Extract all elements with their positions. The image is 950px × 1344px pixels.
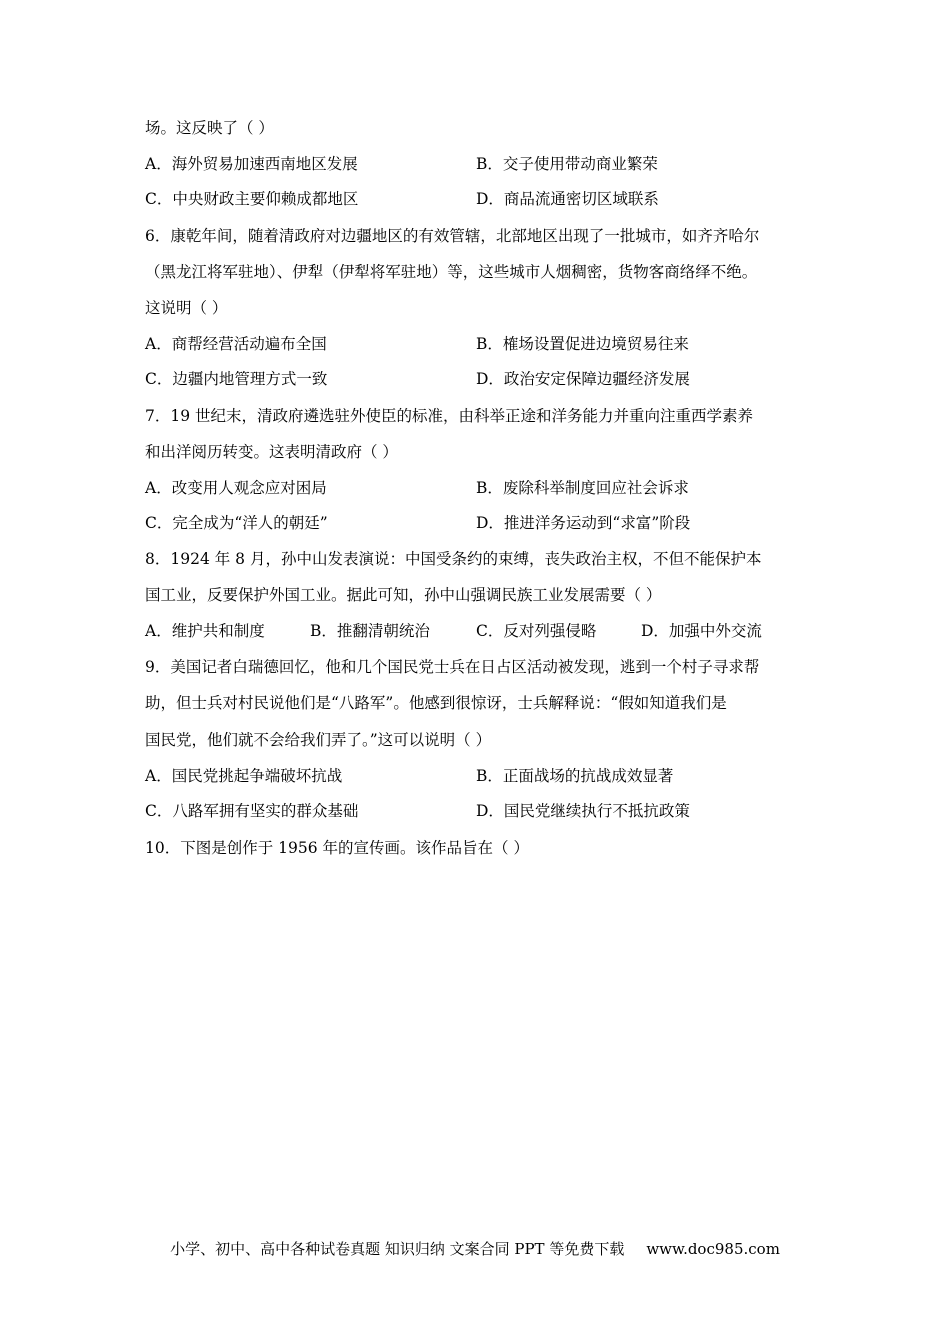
q7-option-a: A．改变用人观念应对困局 — [145, 479, 327, 497]
q5-option-d: D．商品流通密切区域联系 — [476, 190, 659, 208]
q6-stem-line-2: （黑龙江将军驻地）、伊犁（伊犁将军驻地）等，这些城市人烟稠密，货物客商络绎不绝。 — [145, 263, 758, 281]
footer-text: 小学、初中、高中各种试卷真题 知识归纳 文案合同 PPT 等免费下载 — [170, 1240, 625, 1258]
q5-stem-tail: 场。这反映了（ ） — [145, 119, 274, 137]
q8-stem-line-2: 国工业，反要保护外国工业。据此可知，孙中山强调民族工业发展需要（ ） — [145, 586, 662, 604]
q9-option-a: A．国民党挑起争端破坏抗战 — [145, 767, 343, 785]
q10-stem: 10．下图是创作于 1956 年的宣传画。该作品旨在（ ） — [145, 839, 529, 857]
q7-option-c: C．完全成为“洋人的朝廷” — [145, 514, 328, 532]
q6-option-c: C．边疆内地管理方式一致 — [145, 370, 328, 388]
q6-option-b: B．榷场设置促进边境贸易往来 — [476, 335, 689, 353]
q7-stem-line-1: 7．19 世纪末，清政府遴选驻外使臣的标准，由科举正途和洋务能力并重向注重西学素养 — [145, 407, 754, 425]
q9-option-b: B．正面战场的抗战成效显著 — [476, 767, 674, 785]
q7-option-d: D．推进洋务运动到“求富”阶段 — [476, 514, 691, 532]
q9-option-c: C．八路军拥有坚实的群众基础 — [145, 802, 359, 820]
footer-url[interactable]: www.doc985.com — [646, 1240, 780, 1258]
q5-option-b: B．交子使用带动商业繁荣 — [476, 155, 658, 173]
q8-option-c: C．反对列强侵略 — [476, 622, 597, 640]
q6-option-d: D．政治安定保障边疆经济发展 — [476, 370, 690, 388]
q9-option-d: D．国民党继续执行不抵抗政策 — [476, 802, 690, 820]
q6-option-a: A．商帮经营活动遍布全国 — [145, 335, 327, 353]
q9-stem-line-3: 国民党，他们就不会给我们弄了。”这可以说明（ ） — [145, 731, 492, 749]
page-footer — [0, 1238, 950, 1259]
q6-stem-line-3: 这说明（ ） — [145, 299, 228, 317]
q9-stem-line-2: 助，但士兵对村民说他们是“八路军”。他感到很惊讶，士兵解释说：“假如知道我们是 — [145, 694, 727, 712]
q7-stem-line-2: 和出洋阅历转变。这表明清政府（ ） — [145, 443, 398, 461]
q8-option-d: D．加强中外交流 — [641, 622, 762, 640]
q8-stem-line-1: 8．1924 年 8 月，孙中山发表演说：中国受条约的束缚，丧失政治主权，不但不能保护本 — [145, 550, 762, 568]
q5-option-a: A．海外贸易加速西南地区发展 — [145, 155, 358, 173]
q8-option-a: A．维护共和制度 — [145, 622, 265, 640]
q7-option-b: B．废除科举制度回应社会诉求 — [476, 479, 689, 497]
q9-stem-line-1: 9．美国记者白瑞德回忆，他和几个国民党士兵在日占区活动被发现，逃到一个村子寻求帮 — [145, 658, 760, 676]
q6-stem-line-1: 6．康乾年间，随着清政府对边疆地区的有效管辖，北部地区出现了一批城市，如齐齐哈尔 — [145, 227, 760, 245]
q5-option-c: C．中央财政主要仰赖成都地区 — [145, 190, 359, 208]
q8-option-b: B．推翻清朝统治 — [310, 622, 430, 640]
